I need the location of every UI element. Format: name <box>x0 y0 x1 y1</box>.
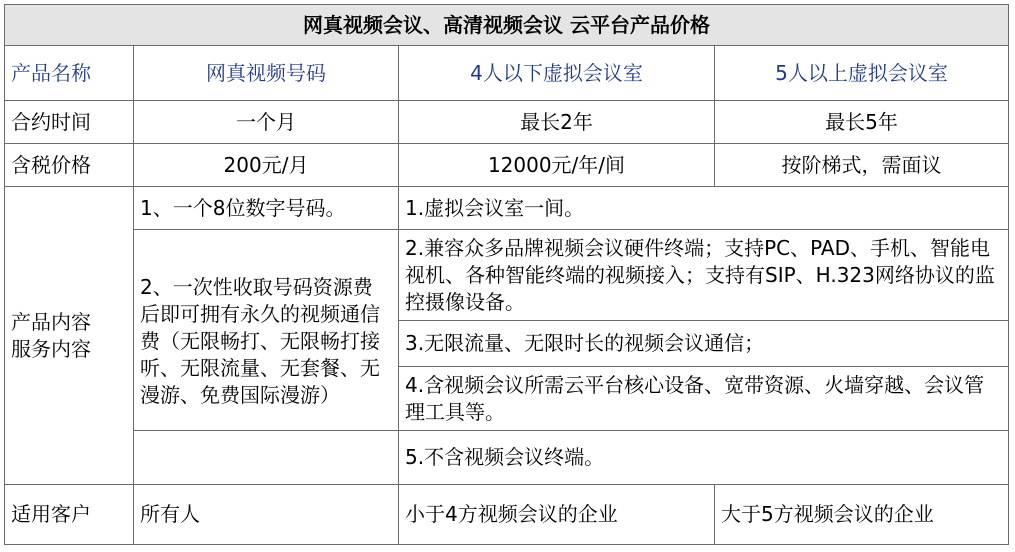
content-label-line2: 服务内容 <box>11 336 91 361</box>
customers-room-under-4: 小于4方视频会议的企业 <box>399 485 715 545</box>
price-video-number: 200元/月 <box>134 144 399 187</box>
content-right-item-3: 3.无限流量、无限时长的视频会议通信； <box>399 321 1009 367</box>
content-left-item-2: 2、一次性收取号码资源费后即可拥有永久的视频通信费（无限畅打、无限畅打接听、无限流量、无套餐、无漫游、免费国际漫游） <box>134 230 399 431</box>
header-room-over-5: 5人以上虚拟会议室 <box>715 46 1009 101</box>
price-room-over-5: 按阶梯式，需面议 <box>715 144 1009 187</box>
content-right-item-4: 4.含视频会议所需云平台核心设备、宽带资源、火墙穿越、会议管理工具等。 <box>399 367 1009 431</box>
header-video-number: 网真视频号码 <box>134 46 399 101</box>
table-title: 网真视频会议、高清视频会议 云平台产品价格 <box>5 5 1009 46</box>
content-right-item-5: 5.不含视频会议终端。 <box>399 431 1009 485</box>
header-product-name: 产品名称 <box>5 46 134 101</box>
content-left-empty <box>134 431 399 485</box>
content-label <box>5 187 134 485</box>
price-label: 含税价格 <box>5 144 134 187</box>
content-right-item-2: 2.兼容众多品牌视频会议硬件终端；支持PC、PAD、手机、智能电视机、各种智能终端的视频接入；支持有SIP、H.323网络协议的监控摄像设备。 <box>399 230 1009 321</box>
contract-room-under-4: 最长2年 <box>399 101 715 144</box>
header-room-under-4: 4人以下虚拟会议室 <box>399 46 715 101</box>
content-left-item-1: 1、一个8位数字号码。 <box>134 187 399 230</box>
pricing-table <box>4 4 1009 545</box>
customers-room-over-5: 大于5方视频会议的企业 <box>715 485 1009 545</box>
customers-label: 适用客户 <box>5 485 134 545</box>
customers-video-number: 所有人 <box>134 485 399 545</box>
contract-video-number: 一个月 <box>134 101 399 144</box>
contract-label: 合约时间 <box>5 101 134 144</box>
content-right-item-1: 1.虚拟会议室一间。 <box>399 187 1009 230</box>
contract-room-over-5: 最长5年 <box>715 101 1009 144</box>
price-room-under-4: 12000元/年/间 <box>399 144 715 187</box>
content-label-line1: 产品内容 <box>11 309 91 334</box>
